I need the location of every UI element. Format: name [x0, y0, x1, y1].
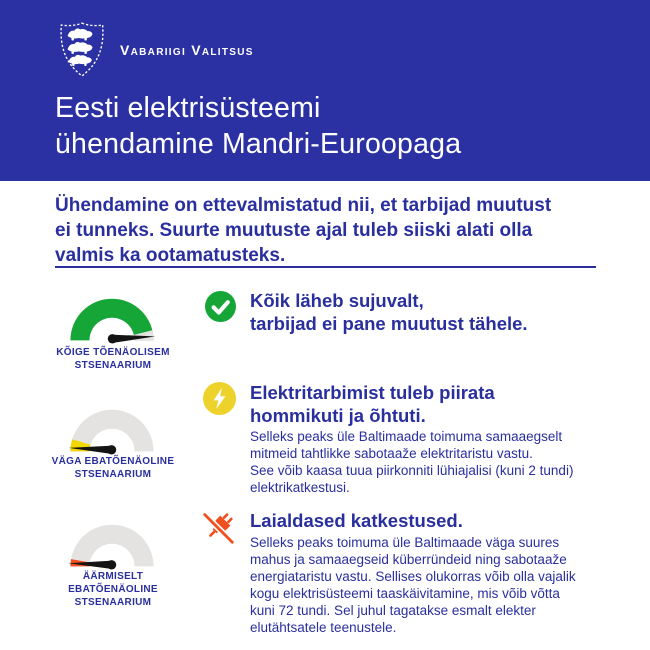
gauge-label-very-unlikely — [22, 455, 204, 481]
gauge-label-line: STSENAARIUM — [74, 469, 152, 480]
scenario-heading-extremely-unlikely — [250, 509, 463, 532]
gauge-very-unlikely-icon — [60, 399, 164, 456]
gauge-label-line: STSENAARIUM — [74, 597, 152, 608]
gauge-most-likely-icon — [60, 288, 164, 345]
body-line: Selleks peaks üle Baltimaade toimuma samaaegselt — [250, 429, 563, 444]
intro-line: Ühendamine on ettevalmistatud nii, et tarbijad muutust — [55, 195, 552, 216]
scenario-body-extremely-unlikely — [250, 534, 576, 636]
body-line: elutähtsatele teenustele. — [250, 620, 397, 635]
body-line: kuni 72 tundi. Sel juhul tagatakse esmalt elekter — [250, 603, 536, 618]
check-icon — [205, 291, 236, 322]
body-line: elektrikatkestusi. — [250, 480, 350, 495]
page-title — [55, 90, 461, 162]
body-line: energiataristu vastu. Sellises olukorras võib olla vajalik — [250, 569, 576, 584]
gauge-label-line: KÕIGE TÕENÄOLISEM — [56, 347, 170, 358]
heading-line: tarbijad ei pane muutust tähele. — [250, 313, 528, 334]
intro-text — [55, 193, 551, 268]
body-line: mitmeid tahtlikke sabotaaže elektritaristu vastu. — [250, 446, 533, 461]
gauge-label-line: EBATÕENÄOLINE — [68, 584, 158, 595]
heading-line: Kõik läheb sujuvalt, — [250, 290, 424, 311]
divider — [55, 266, 596, 268]
unplugged-icon — [200, 508, 238, 546]
gauge-label-extremely-unlikely — [22, 570, 204, 609]
gauge-label-most-likely — [22, 346, 204, 372]
scenario-heading-most-likely — [250, 289, 528, 335]
intro-line: valmis ka ootamatusteks. — [55, 245, 286, 266]
gauge-label-line: VÄGA EBATÕENÄOLINE — [51, 456, 175, 467]
intro-line: ei tunneks. Suurte muutuste ajal tuleb siiski alati olla — [55, 220, 533, 241]
estonian-coat-of-arms-icon — [58, 20, 106, 79]
government-brand-label: Vabariigi Valitsus — [120, 42, 254, 58]
scenario-heading-very-unlikely — [250, 381, 495, 427]
title-line: ühendamine Mandri-Euroopaga — [55, 128, 462, 160]
heading-line: hommikuti ja õhtuti. — [250, 405, 426, 426]
gauge-extremely-unlikely-icon — [60, 514, 164, 571]
gauge-label-line: ÄÄRMISELT — [82, 571, 144, 582]
heading-line: Elektritarbimist tuleb piirata — [250, 382, 495, 403]
body-line: kogu elektrisüsteemi taaskäivitamine, mis võib võtta — [250, 586, 560, 601]
body-line: Selleks peaks toimuma üle Baltimaade väga suures — [250, 535, 560, 550]
body-line: mahus ja samaaegseid küberründeid ning sabotaaže — [250, 552, 567, 567]
lightning-icon — [203, 382, 236, 415]
gauge-label-line: STSENAARIUM — [74, 360, 152, 371]
heading-line: Laialdased katkestused. — [250, 510, 463, 531]
scenario-body-very-unlikely — [250, 428, 573, 496]
body-line: See võib kaasa tuua piirkonniti lühiajalisi (kuni 2 tundi) — [250, 463, 574, 478]
title-line: Eesti elektrisüsteemi — [55, 92, 321, 124]
header — [0, 0, 650, 181]
